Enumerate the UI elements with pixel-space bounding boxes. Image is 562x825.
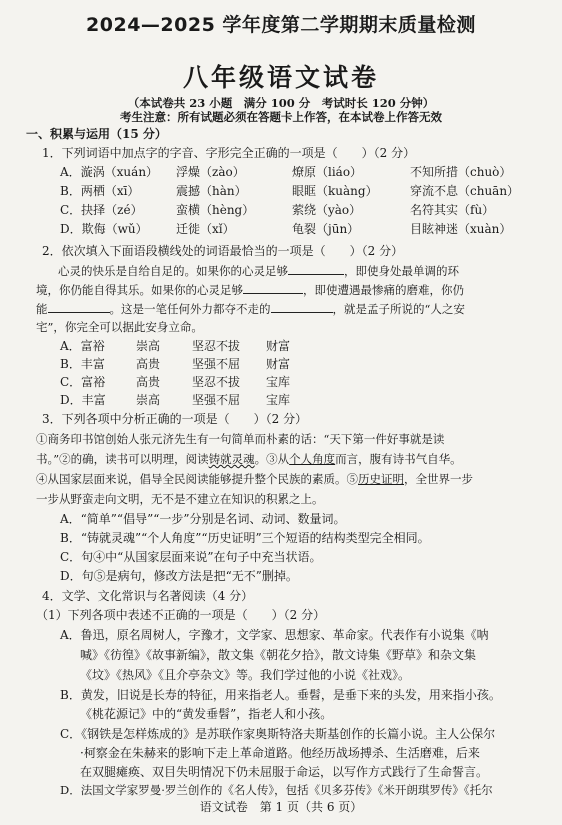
q3-passage-line: 一步从野蛮走向文明，无不是不建立在知识的积累之上。 [36,492,324,506]
q4-option-c-line: C．《钢铁是怎样炼成的》是苏联作家奥斯特洛夫斯基创作的长篇小说。主人公保尔 [60,727,496,741]
q2-passage-line: 宅”，你完全可以据此安身立命。 [36,320,203,334]
q3-option-a: A．“简单”“倡导”“一步”分别是名词、动词、数量词。 [60,512,346,526]
q4-heading: 4．文学、文化常识与名著阅读（4 分） [42,589,254,603]
q4-option-a-line: 《坟》《热风》《且介亭杂文》等。我们学过他的小说《社戏》。 [80,668,411,682]
q3-option-d: D．句⑤是病句，修改方法是把“无不”删掉。 [60,569,298,583]
answer-blank [271,301,333,313]
q4-option-c-line: ·柯察金在朱赫来的影响下走上革命道路。他经历战场搏杀、生活磨难，后来 [80,746,480,760]
q3-passage-line: 书。”②的确，读书可以明理，阅读铸就灵魂。③从个人角度而言，腹有诗书气自华。 [36,452,462,466]
q3-option-c: C．句④中“从国家层面来说”在句子中充当状语。 [60,550,322,564]
exam-page: 2024—2025 学年度第二学期期末质量检测 八年级语文试卷 （本试卷共 23 小题 满分 100 分 考试时长 120 分钟） 考生注意：所有试题必须在答题卡上作答，在本试卷上作答无效 一、积累与运用（15 分） 1．下列词语中加点字的字音、字形完全正确的一项是（ ）（2 分） A．漩涡（xuán） 浮燥（zào） 燎原（liáo） 不知所措（chuò） B．两栖（xī） 震撼（hàn） 眼眶（kuàng） 穿流不息（chuān） C．抉择（zé） 蛮横（hèng） 萦绕（yào） 名符其实（fù） D．欺侮（wǔ） 迁徙（xǐ） 龟裂（jūn） 目眩神迷（xuàn） 2．依次填入下面语段横线处的词语最恰当的一项是（ ）（2 分） 心灵的快乐是自给自足的。如果你的心灵足够 ，即使身处最单调的环 境，你仍能自得其乐。如果你的心灵足够 ，即使遭遇最惨痛的磨难，你仍 能 。这是一笔任何外力都夺不走的 ，就是孟子所说的“人之安 宅”，你完全可以据此安身立命。 A．富裕 崇高 坚忍不拔 财富 B．丰富 高贵 坚强不屈 财富 C．富裕 高贵 坚忍不拔 宝库 D．丰富 崇高 坚强不屈 宝库 3．下列各项中分析正确的一项是（ ）（2 分） ①商务印书馆创始人张元济先生有一句简单而朴素的话：“天下第一件好事就是读 书。”②的确，读书可以明理，阅读铸就灵魂。③从个人角度而言，腹有诗书气自华。 ④从国家层面来说，倡导全民阅读能够提升整个民族的素质。⑤历史证明，全世界一步 一步从野蛮走向文明，无不是不建立在知识的积累之上。 A．“简单”“倡导”“一步”分别是名词、动词、数量词。 B．“铸就灵魂”“个人角度”“历史证明”三个短语的结构类型完全相同。 C．句④中“从国家层面来说”在句子中充当状语。 D．句⑤是病句，修改方法是把“无不”删掉。 4．文学、文化常识与名著阅读（4 分） （1）下列各项中表述不正确的一项是（ ）（2 分） A．鲁迅，原名周树人，字豫才，文学家、思想家、革命家。代表作有小说集《呐 喊》《彷徨》《故事新编》，散文集《朝花夕拾》，散文诗集《野草》和杂文集 《坟》《热风》《且介亭杂文》等。我们学过他的小说《社戏》。 B．黄发，旧说是长寿的特征，用来指老人。垂髫，是垂下来的头发，用来指小孩。 《桃花源记》中的“黄发垂髫”，指老人和小孩。 C．《钢铁是怎样炼成的》是苏联作家奥斯特洛夫斯基创作的长篇小说。主人公保尔 ·柯察金在朱赫来的影响下走上革命道路。他经历战场搏杀、生活磨难，后来 在双腿瘫痪、双目失明情况下仍未屈服于命运，以写作方式践行了生命誓言。 D．法国文学家罗曼·罗兰创作的《名人传》，包括《贝多芬传》《米开朗琪罗传》《托尔 语文试卷 第 1 页（共 6 页） [0,0,562,825]
answer-blank [288,263,344,275]
q3-passage-line: ④从国家层面来说，倡导全民阅读能够提升整个民族的素质。⑤历史证明，全世界一步 [36,472,473,486]
answer-blank [48,301,110,313]
q2-stem: 2．依次填入下面语段横线处的词语最恰当的一项是（ ）（2 分） [42,244,404,258]
q2-passage-line: 境，你仍能自得其乐。如果你的心灵足够 ，即使遭遇最惨痛的磨难，你仍 [36,283,464,297]
q4-option-c-line: 在双腿瘫痪、双目失明情况下仍未屈服于命运，以写作方式践行了生命誓言。 [80,765,489,779]
section-heading: 一、积累与运用（15 分） [26,127,167,141]
q4-option-a-line: 喊》《彷徨》《故事新编》，散文集《朝花夕拾》，散文诗集《野草》和杂文集 [80,648,477,662]
q3-option-b: B．“铸就灵魂”“个人角度”“历史证明”三个短语的结构类型完全相同。 [60,531,430,545]
q4-option-a-line: A．鲁迅，原名周树人，字豫才，文学家、思想家、革命家。代表作有小说集《呐 [60,628,489,642]
exam-subtitle: 八年级语文试卷 [182,63,379,92]
q1-stem: 1．下列词语中加点字的字音、字形完全正确的一项是（ ）（2 分） [42,146,416,160]
q3-passage-line: ①商务印书馆创始人张元济先生有一句简单而朴素的话：“天下第一件好事就是读 [36,432,445,446]
q4-option-b-line: 《桃花源记》中的“黄发垂髫”，指老人和小孩。 [80,707,333,721]
q2-passage-line: 心灵的快乐是自给自足的。如果你的心灵足够 ，即使身处最单调的环 [58,264,459,278]
q4-option-b-line: B．黄发，旧说是长寿的特征，用来指老人。垂髫，是垂下来的头发，用来指小孩。 [60,688,501,702]
answer-blank [243,282,303,294]
exam-meta: （本试卷共 23 小题 满分 100 分 考试时长 120 分钟） [127,96,435,110]
q4-option-d-line: D．法国文学家罗曼·罗兰创作的《名人传》，包括《贝多芬传》《米开朗琪罗传》《托尔 [60,783,493,797]
q4-sub-stem: （1）下列各项中表述不正确的一项是（ ）（2 分） [36,608,326,622]
exam-notice: 考生注意：所有试题必须在答题卡上作答，在本试卷上作答无效 [120,110,442,124]
page-footer: 语文试卷 第 1 页（共 6 页） [199,800,363,814]
q2-passage-line: 能 。这是一笔任何外力都夺不走的 ，就是孟子所说的“人之安 [36,302,465,316]
exam-title: 2024—2025 学年度第二学期期末质量检测 [86,14,476,36]
q3-stem: 3．下列各项中分析正确的一项是（ ）（2 分） [42,412,308,426]
